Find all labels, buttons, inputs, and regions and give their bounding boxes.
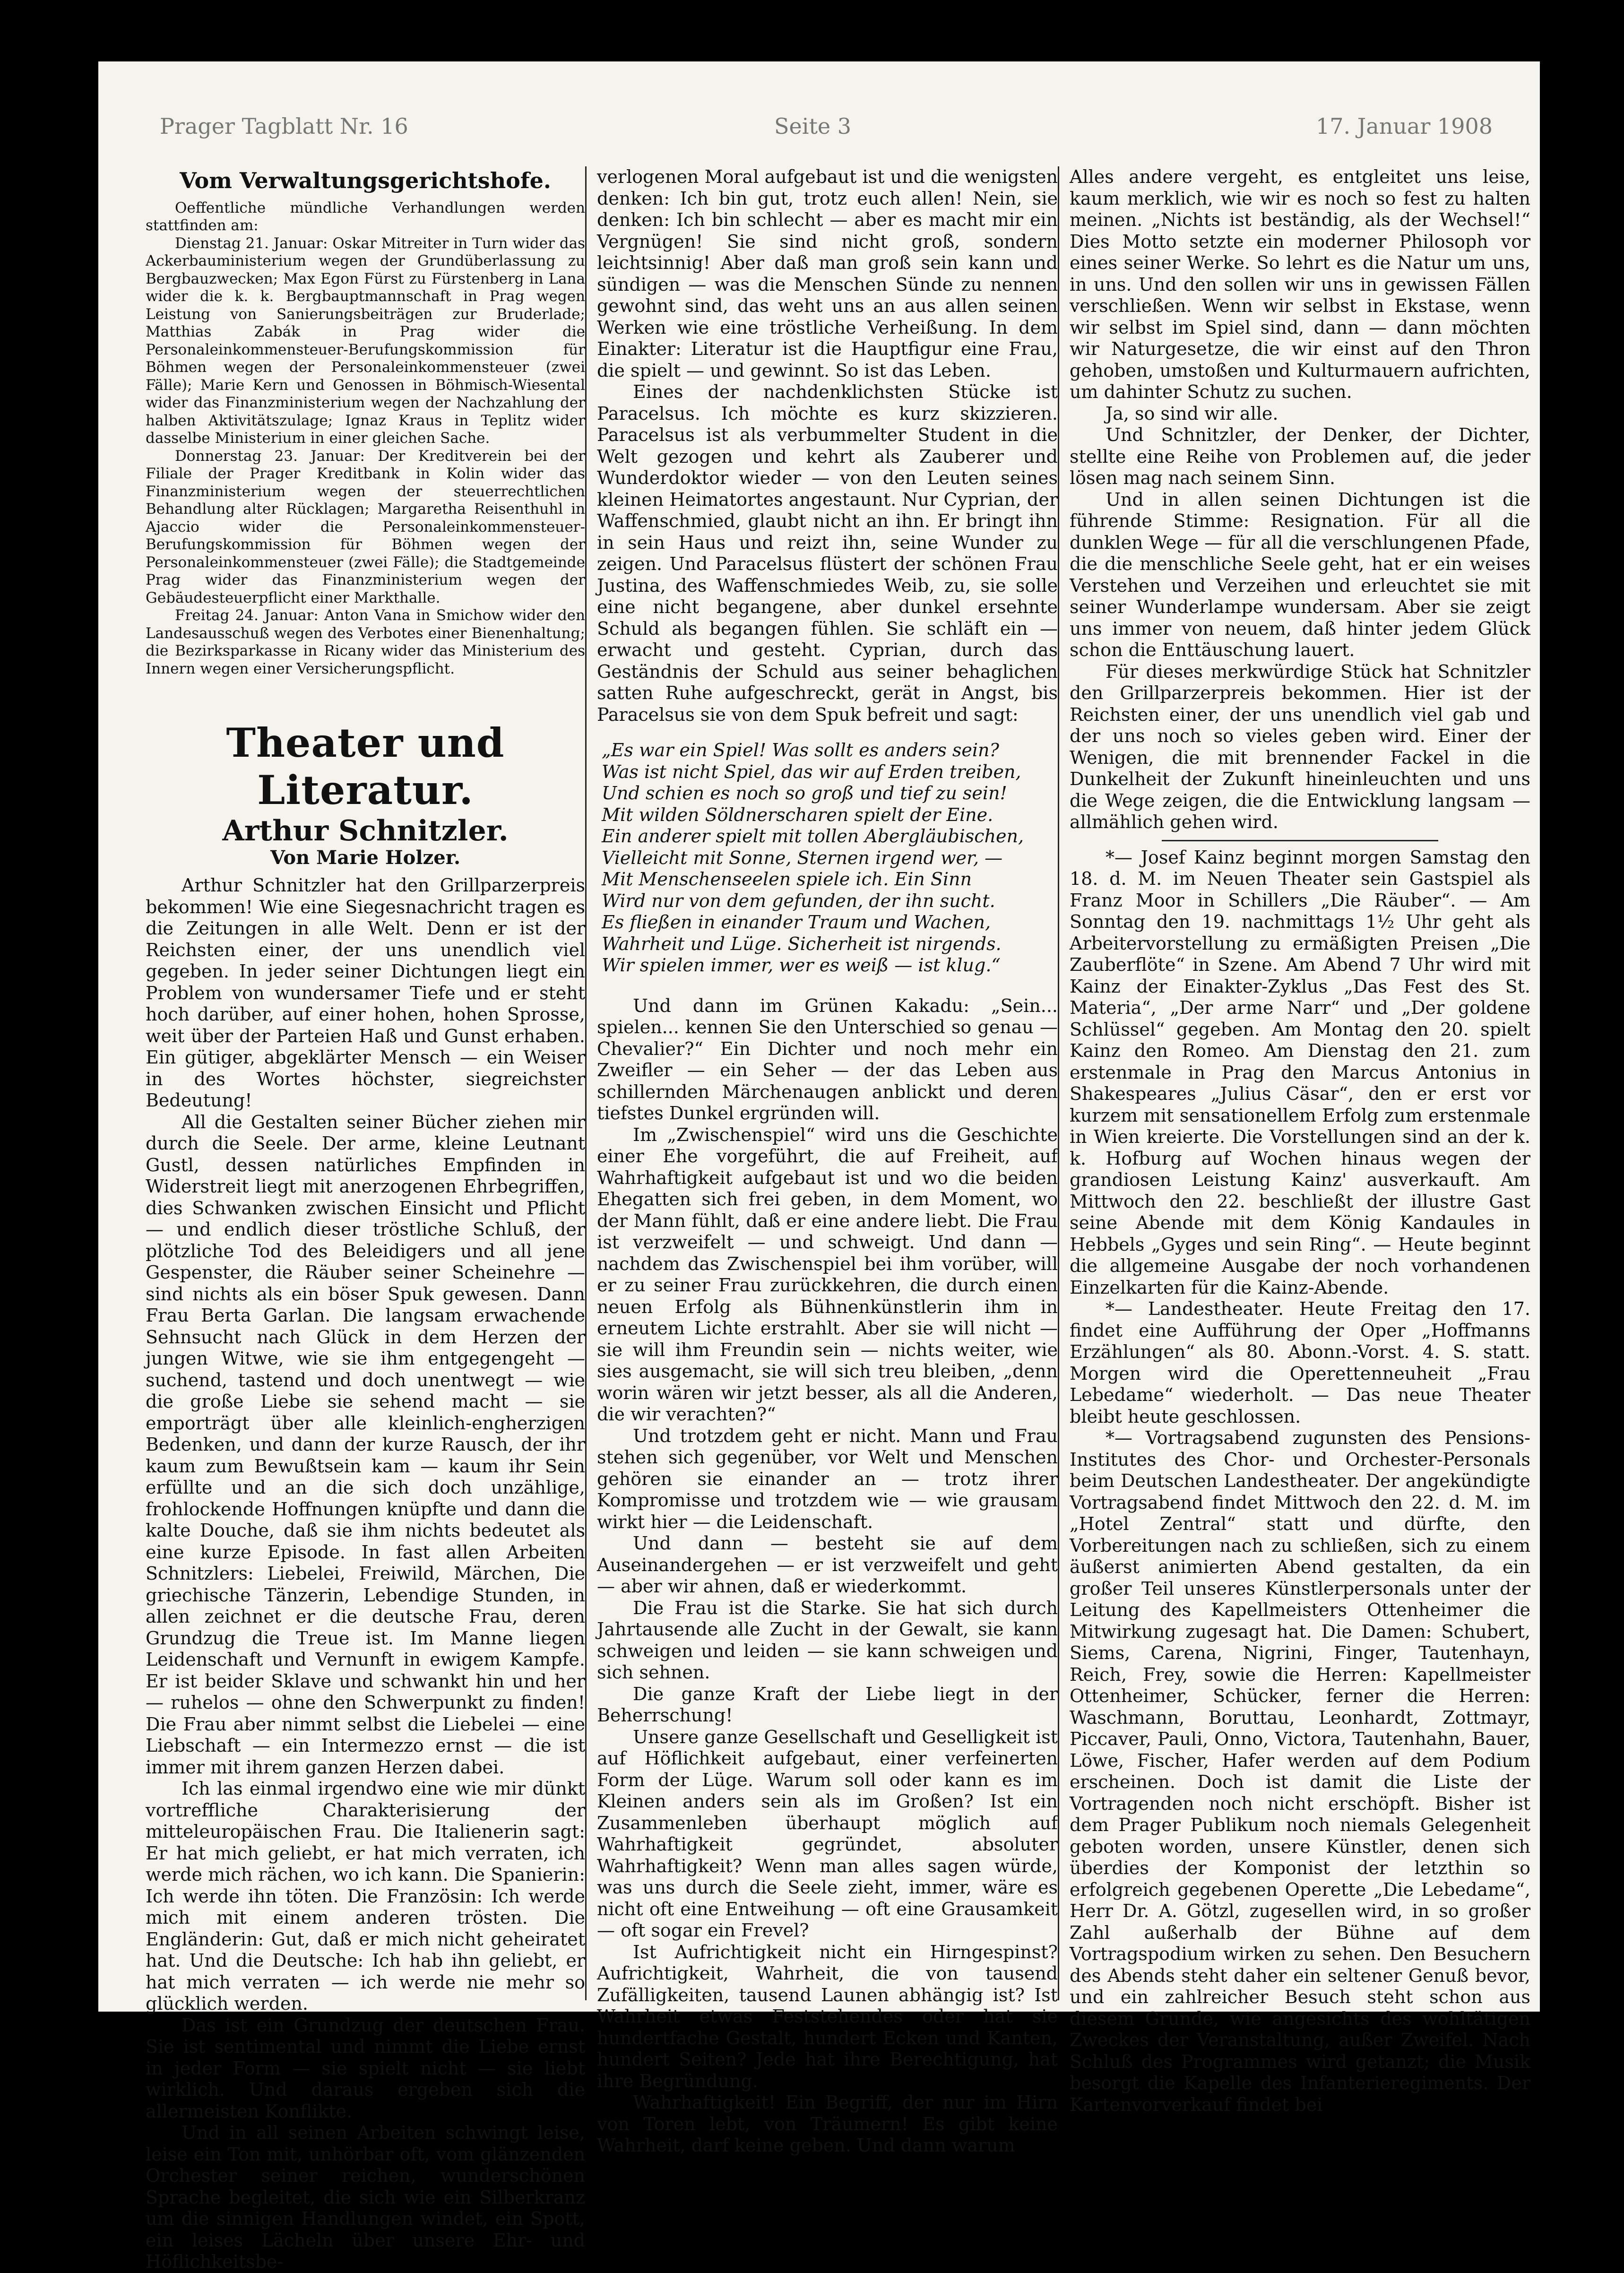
article-paragraph: Und dann im Grünen Kakadu: „Sein... spielen... kennen Sie den Unterschied so genau — Chevalier?“ Ein Dichter und noch mehr ein Zweifler — ein Seher — der das Leben aus schillernden Märchenaugen anblickt und deren tiefstes Dunkel ergründen will. [597, 995, 1058, 1124]
article-title: Arthur Schnitzler. [222, 814, 509, 847]
court-section-title: Vom Verwaltungsgerichtshofe. [180, 168, 551, 193]
article-paragraph: Eines der nachdenklichsten Stücke ist Paracelsus. Ich möchte es kurz skizzieren. Paracelsus ist als verbummelter Student in die Welt gezogen und kehrt als Zauberer und Wunderdoktor wieder — von den Leuten seines kleinen Heimatortes angestaunt. Nur Cyprian, der Waffenschmied, glaubt nicht an ihn. Er bringt ihn in sein Haus und reizt ihn, seine Wunder zu zeigen. Und Paracelsus flüstert der schönen Frau Justina, des Waffenschmiedes Weib, zu, sie solle eine nicht begangene, aber dunkel ersehnte Schuld als begangen fühlen. Sie schläft ein — erwacht und gesteht. Cyprian, durch das Geständnis der Schuld aus seiner behaglichen satten Ruhe aufgeschreckt, gerät in Angst, bis Paracelsus sie von dem Spuk befreit und sagt: [597, 381, 1058, 725]
article-paragraph: Im „Zwischenspiel“ wird uns die Geschichte einer Ehe vorgeführt, die auf Freiheit, auf Wahrhaftigkeit aufgebaut ist und wo die beiden Ehegatten sich frei geben, in dem Moment, wo der Mann fühlt, daß er eine andere liebt. Die Frau ist verzweifelt — und schweigt. Und dann — nachdem das Zwischenspiel bei ihm vorüber, will er zu seiner Frau zurückkehren, die durch einen neuen Erfolg als Bühnenkünstlerin ihm in erneutem Lichte erstrahlt. Aber sie will nicht — sie will ihm Freundin sein — nichts weiter, wie sies ausgemacht, sie will sich treu bleiben, „denn worin wären wir jetzt besser, als all die Anderen, die wir verachten?“ [597, 1124, 1058, 1425]
article-paragraph: Und dann — besteht sie auf dem Auseinandergehen — er ist verzweifelt und geht — aber wir ahnen, daß er wiederkommt. [597, 1533, 1058, 1597]
column-2 [585, 166, 1058, 2156]
article-paragraph: Alles andere vergeht, es entgleitet uns leise, kaum merklich, wie wir es noch so fest zu halten meinen. „Nichts ist beständig, als der Wechsel!“ Dies Motto setzte ein moderner Philosoph vor eines seiner Werke. So lehrt es die Natur um uns, in uns. Und den sollen wir uns in gewissen Fällen verschließen. Wenn wir selbst in Ekstase, wenn wir selbst im Spiel sind, dann — dann möchten wir Naturgesetze, die wir einst auf den Thron gehoben, umstoßen und Kulturmauern aufrichten, um dahinter Schutz zu suchen. [1070, 166, 1530, 402]
article-paragraph: Die Frau ist die Starke. Sie hat sich durch Jahrtausende alle Zucht in der Gewalt, sie kann schweigen und leiden — sie kann schweigen und sich sehnen. [597, 1597, 1058, 1683]
poem-line: Mit Menschenseelen spiele ich. Ein Sinn [602, 869, 972, 890]
newspaper-page [98, 61, 1540, 2272]
section-title-theater: Theater und Literatur. [226, 719, 505, 813]
article-paragraph: Ist Aufrichtigkeit nicht ein Hirngespinst? Aufrichtigkeit, Wahrheit, die von tausend Zufälligkeiten, tausend Launen abhängig ist? Ist Wahrheit etwas Feststehendes oder hat sie hundertfache Gestalt, hundert Ecken und Kanten, hundert Seiten? Jede hat ihre Berechtigung, hat ihre Begründung. [597, 1941, 1058, 2092]
article-byline: Von Marie Holzer. [270, 846, 461, 869]
section-divider [1162, 840, 1438, 841]
article-paragraph: verlogenen Moral aufgebaut ist und die wenigsten denken: Ich bin gut, trotz euch allen! Nein, sie denken: Ich bin schlecht — aber es macht mir ein Vergnügen! Sie sind nicht groß, sondern leichtsinnig! Aber daß man groß sein kann und sündigen — was die Menschen Sünde zu nennen gewohnt sind, das weht uns an aus allen seinen Werken wie eine tröstliche Verheißung. In dem Einakter: Literatur ist die Hauptfigur eine Frau, die spielt — und gewinnt. So ist das Leben. [597, 166, 1058, 381]
article-paragraph: Und Schnitzler, der Denker, der Dichter, stellte eine Reihe von Problemen auf, die jeder lösen mag nach seinem Sinn. [1070, 424, 1530, 488]
court-session-tuesday: Dienstag 21. Januar: Oskar Mitreiter in Turn wider das Ackerbauministerium wegen der Grundüberlassung zu Bergbauzwecken; Max Egon Fürst zu Fürstenberg in Lana wider die k. k. Bergbauptmannschaft in Prag wegen Leistung von Sanierungsbeiträgen zur Bruderlade; Matthias Zabák in Prag wider die Personaleinkommensteuer-Berufungskommission für Böhmen wegen der Personaleinkommensteuer (zwei Fälle); Marie Kern und Genossen in Böhmisch-Wiesental wider das Finanzministerium wegen der Nachzahlung der halben Aktivitätszulage; Ignaz Kraus in Teplitz wider dasselbe Ministerium in einer gleichen Sache. [146, 234, 585, 447]
poem-line: „Es war ein Spiel! Was sollt es anders sein? [602, 740, 999, 761]
news-item-vortragsabend: *— Vortragsabend zugunsten des Pensions-Institutes des Chor- und Orchester-Personals beim Deutschen Landestheater. Der angekündigte Vortragsabend findet Mittwoch den 22. d. M. im „Hotel Zentral“ statt und dürfte, den Vorbereitungen nach zu schließen, sich zu einem äußerst animierten Abend gestalten, da ein großer Teil unseres Künstlerpersonals unter der Leitung des Kapellmeisters Ottenheimer die Mitwirkung zugesagt hat. Die Damen: Schubert, Siems, Carena, Nigrini, Finger, Tautenhayn, Reich, Frey, sowie die Herren: Kapellmeister Ottenheimer, Schücker, ferner die Herren: Waschmann, Boruttau, Leonhardt, Zottmayr, Piccaver, Pauli, Onno, Victora, Tautenhahn, Bauer, Löwe, Fischer, Hafer werden auf dem Podium erscheinen. Doch ist damit die Liste der Vortragenden noch nicht erschöpft. Bisher ist dem Prager Publikum noch niemals Gelegenheit geboten worden, unsere Künstler, denen sich überdies der Komponist der letzthin so erfolgreich gegebenen Operette „Die Lebedame“, Herr Dr. A. Götzl, zugesellen wird, in so großer Zahl außerhalb der Bühne auf dem Vortragspodium wirken zu sehen. Den Besuchern des Abends steht daher ein seltener Genuß bevor, und ein zahlreicher Besuch steht schon aus diesem Grunde, wie angesichts des wohltätigen Zweckes der Veranstaltung, außer Zweifel. Nach Schluß des Programmes wird getanzt; die Musik besorgt die Kapelle des Infanterieregiments. Der Kartenvorverkauf findet bei [1070, 1427, 1530, 2115]
article-paragraph: Ich las einmal irgendwo eine wie mir dünkt vortreffliche Charakterisierung der mitteleuropäischen Frau. Die Italienerin sagt: Er hat mich geliebt, er hat mich verraten, ich werde mich rächen, wo ich kann. Die Spanierin: Ich werde ihn töten. Die Französin: Ich werde mich mit einem anderen trösten. Die Engländerin: Gut, daß er mich nicht geheiratet hat. Und die Deutsche: Ich hab ihn geliebt, er hat mich verraten — ich werde nie mehr so glücklich werden. [146, 1778, 585, 2014]
masthead-label: Prager Tagblatt Nr. 16 [160, 113, 408, 139]
poem-line: Ein anderer spielt mit tollen Abergläubischen, [602, 826, 1024, 847]
poem-line: Was ist nicht Spiel, das wir auf Erden treiben, [602, 761, 1021, 782]
court-session-friday: Freitag 24. Januar: Anton Vana in Smichow wider den Landesausschuß wegen des Verbotes einer Bienenhaltung; die Bezirksparkasse in Ricany wider das Ministerium des Innern wegen einer Versicherungspflicht. [146, 607, 585, 677]
poem-quote [597, 740, 1058, 977]
issue-date: 17. Januar 1908 [1316, 113, 1493, 139]
article-paragraph: Arthur Schnitzler hat den Grillparzerpreis bekommen! Wie eine Siegesnachricht tragen es die Zeitungen in alle Welt. Denn er ist der Reichsten einer, der uns unendlich viel gegeben. In jeder seiner Dichtungen liegt ein Problem von wundersamer Tiefe und er steht hoch darüber, auf einer hohen, hohen Sprosse, weit über der Parteien Haß und Gunst erhaben. Ein gütiger, abgeklärter Mensch — ein Weiser in des Wortes höchster, siegreichster Bedeutung! [146, 875, 585, 1111]
article-paragraph: Wahrhaftigkeit! Ein Begriff, der nur im Hirn von Toren lebt, von Träumern! Es gibt keine Wahrheit, darf keine geben. Und dann warum [597, 2092, 1058, 2156]
poem-line: Vielleicht mit Sonne, Sternen irgend wer, — [602, 847, 1003, 868]
page-number: Seite 3 [774, 113, 852, 139]
news-item-kainz: *— Josef Kainz beginnt morgen Samstag den 18. d. M. im Neuen Theater sein Gastspiel als Franz Moor in Schillers „Die Räuber“. — Am Sonntag den 19. nachmittags 1½ Uhr geht als Arbeitervorstellung zu ermäßigten Preisen „Die Zauberflöte“ in Szene. Am Abend 7 Uhr wird mit Kainz der Einakter-Zyklus „Das Fest des St. Materia“, „Der arme Narr“ und „Der goldene Schlüssel“ gegeben. Am Montag den 20. spielt Kainz den Romeo. Am Dienstag den 21. zum erstenmale in Prag den Marcus Antonius in Shakespeares „Julius Cäsar“, den er erst vor kurzem mit sensationellem Erfolg zum erstenmale in Wien kreierte. Die Vorstellungen sind an der k. k. Hofburg auf Wochen hinaus wegen der grandiosen Leistung Kainz' ausverkauft. Am Mittwoch den 22. beschließt der illustre Gast seine Abende mit dem König Kandaules in Hebbels „Gyges und sein Ring“. — Heute beginnt die allgemeine Ausgabe der noch vorhandenen Einzelkarten für die Kainz-Abende. [1070, 847, 1530, 1298]
article-paragraph: Die ganze Kraft der Liebe liegt in der Beherrschung! [597, 1683, 1058, 1726]
article-paragraph: Unsere ganze Gesellschaft und Geselligkeit ist auf Höflichkeit aufgebaut, einer verfeinerten Form der Lüge. Warum soll oder kann es im Kleinen anders sein als im Großen? Ist ein Zusammenleben überhaupt möglich auf Wahrhaftigkeit gegründet, absoluter Wahrhaftigkeit? Wenn man alles sagen würde, was uns durch die Seele zieht, immer, wäre es nicht oft eine Entweihung — oft eine Grausamkeit — oft sogar ein Frevel? [597, 1726, 1058, 1941]
article-paragraph: All die Gestalten seiner Bücher ziehen mir durch die Seele. Der arme, kleine Leutnant Gustl, dessen natürliches Empfinden in Widerstreit liegt mit anerzogenen Ehrbegriffen, dies Schwanken zwischen Einsicht und Pflicht — und endlich dieser tröstliche Schluß, der plötzliche Tod des Beleidigers und all jene Gespenster, die Räuber seiner Scheinehre — sind nichts als ein böser Spuk gewesen. Dann Frau Berta Garlan. Die langsam erwachende Sehnsucht nach Glück in dem Herzen der jungen Witwe, wie sie ihm entgegengeht — suchend, tastend und doch unentwegt — wie die große Liebe sie sehend macht — sie emporträgt über alle kleinlich-engherzigen Bedenken, und dann der kurze Rausch, der ihr kaum zum Bewußtsein kam — kaum ihr Sein erfüllte und an die sich doch unzählige, frohlockende Hoffnungen knüpfte und dann die kalte Douche, daß sie ihm nichts bedeutet als eine kurze Episode. In fast allen Arbeiten Schnitzlers: Liebelei, Freiwild, Märchen, Die griechische Tänzerin, Lebendige Stunden, in allen zeichnet er die deutsche Frau, deren Grundzug die Treue ist. Im Manne liegen Leidenschaft und Vernunft in ewigem Kampfe. Er ist beider Sklave und schwankt hin und her — ruhelos — ohne den Schwerpunkt zu finden! Die Frau aber nimmt selbst die Liebelei — eine Liebschaft — ein Intermezzo ernst — die ist immer mit ihrem ganzen Herzen dabei. [146, 1111, 585, 1778]
article-paragraph: Und in all seinen Arbeiten schwingt leise, leise ein Ton mit, unhörbar oft, vom glänzenden Orchester seiner reichen, wunderschönen Sprache begleitet, die sich wie ein Silberkranz um die sinnigen Handlungen windet, ein Spott, ein leises Lächeln über unsere Ehr- und Höflichkeitsbe- [146, 2122, 585, 2272]
poem-line: Mit wilden Söldnerscharen spielt der Eine. [602, 804, 993, 825]
poem-line: Wir spielen immer, wer es weiß — ist klug.“ [602, 955, 1001, 976]
article-paragraph: Und in allen seinen Dichtungen ist die führende Stimme: Resignation. Für all die dunklen Wege — für all die verschlungenen Pfade, die die menschliche Seele geht, hat er ein weises Verstehen und Verzeihen und erleuchtet sie mit seiner Wunderlampe wundersam. Aber sie zeigt uns immer von neuem, daß hinter jedem Glück schon die Enttäuschung lauert. [1070, 489, 1530, 660]
court-session-thursday: Donnerstag 23. Januar: Der Kreditverein bei der Filiale der Prager Kreditbank in Kolin wider das Finanzministerium wegen der steuerrechtlichen Behandlung alter Rücklagen; Margaretha Reisenthuhl in Ajaccio wider die Personaleinkommensteuer-Berufungskommission für Böhmen wegen der Personaleinkommensteuer (zwei Fälle); die Stadtgemeinde Prag wider das Finanzministerium wegen der Gebäudesteuerpflicht einer Markthalle. [146, 447, 585, 606]
column-1 [146, 166, 585, 2272]
article-paragraph: Und trotzdem geht er nicht. Mann und Frau stehen sich gegenüber, vor Welt und Menschen gehören sie einander an — trotz ihrer Kompromisse und trotzdem wie — wie grausam wirkt hier — die Leidenschaft. [597, 1425, 1058, 1532]
article-paragraph: Für dieses merkwürdige Stück hat Schnitzler den Grillparzerpreis bekommen. Hier ist der Reichsten einer, der uns unendlich viel gab und der uns noch so vieles geben wird. Einer der Wenigen, die mit brennender Fackel in die Dunkelheit der Zukunft hineinleuchten und uns die Wege zeigen, die die Entwicklung langsam — allmählich gehen wird. [1070, 661, 1530, 832]
court-intro: Oeffentliche mündliche Verhandlungen werden stattfinden am: [146, 199, 585, 234]
poem-line: Und schien es noch so groß und tief zu sein! [602, 783, 1007, 804]
poem-line: Es fließen in einander Traum und Wachen, [602, 912, 991, 933]
page-header [160, 113, 1493, 142]
news-item-landestheater: *— Landestheater. Heute Freitag den 17. findet eine Aufführung der Oper „Hoffmanns Erzählungen“ als 80. Abonn.-Vorst. 4. S. statt. Morgen wird die Operettenneuheit „Frau Lebedame“ wiederholt. — Das neue Theater bleibt heute geschlossen. [1070, 1298, 1530, 1427]
article-paragraph: Ja, so sind wir alle. [1106, 403, 1278, 424]
poem-line: Wird nur von dem gefunden, der ihn sucht. [602, 890, 995, 911]
poem-line: Wahrheit und Lüge. Sicherheit ist nirgends. [602, 933, 1002, 954]
column-3 [1058, 166, 1530, 2115]
article-paragraph: Das ist ein Grundzug der deutschen Frau. Sie ist sentimental und nimmt die Liebe ernst in jeder Form — sie spielt nicht — sie liebt wirklich. Und daraus ergeben sich die allermeisten Konflikte. [146, 2014, 585, 2122]
